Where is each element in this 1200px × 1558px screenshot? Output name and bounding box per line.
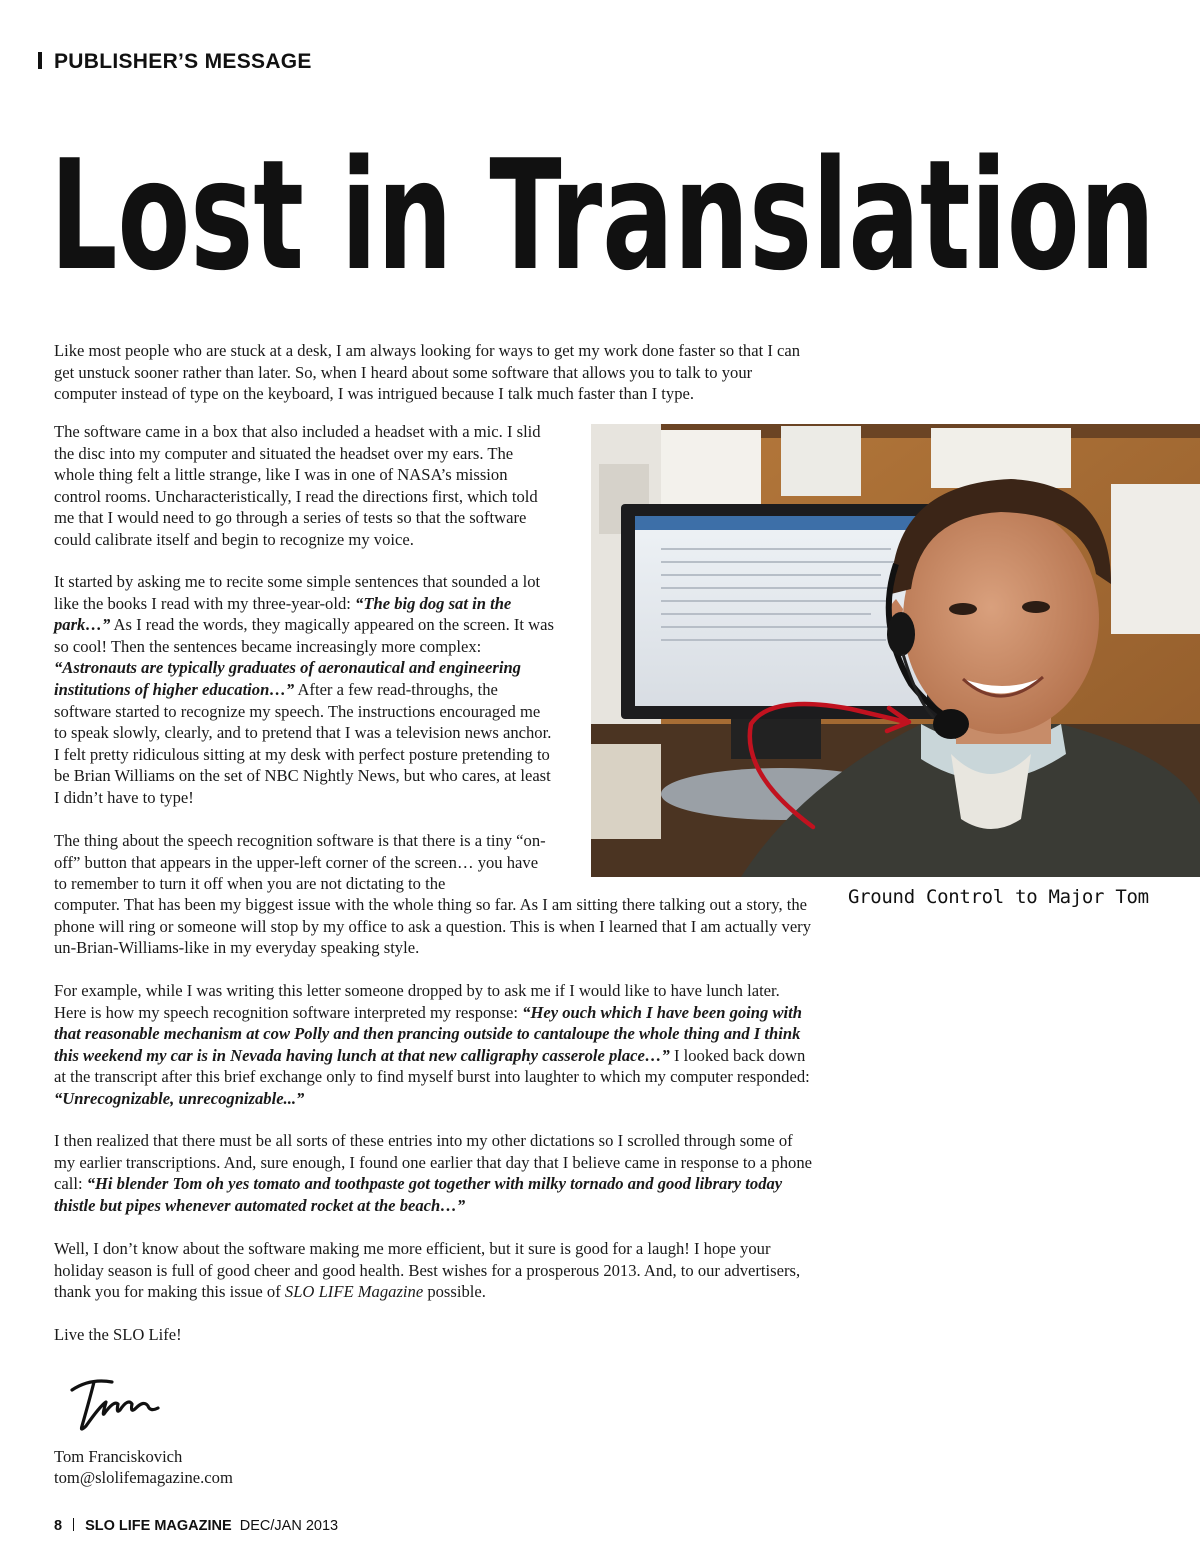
p2-text-b: As I read the words, they magically appeared on the screen. It was so cool! Then the sentences became increasingly more complex: <box>54 615 554 656</box>
paragraph-lunch-example <box>54 980 814 1110</box>
p4-text-a: For example, while I was writing this letter someone dropped by to ask me if I would like to have lunch later. Here is how my speech recognition software interpreted my response: <box>54 981 780 1022</box>
headline-text: Lost in Translation <box>50 140 1155 300</box>
page-footer <box>54 1518 338 1534</box>
quote-lunch-transcript: “Hey ouch which I have been going with that reasonable mechanism at cow Polly and then prancing outside to cantaloupe the whole thing and I think this weekend my car is in Nevada having lunch at that new calligraphy casserole place…” <box>54 1002 802 1065</box>
p4-text-b: I looked back down at the transcript after this brief exchange only to find myself burst into laughter to which my computer responded: <box>54 1045 810 1087</box>
photo-publisher-headset <box>591 424 1200 877</box>
photo-caption: Ground Control to Major Tom <box>848 886 1149 908</box>
section-label <box>38 50 312 74</box>
headline <box>50 140 1160 300</box>
p6-text-b: possible. <box>423 1282 486 1302</box>
author-name: Tom Franciskovich <box>54 1447 183 1466</box>
paragraph-on-off-button: The thing about the speech recognition software is that there is a tiny “on-off” button that appears in the upper-left corner of the screen… you have to remember to turn it off when you are not dictating to the <box>54 831 546 894</box>
footer-separator <box>73 1518 74 1531</box>
author-email[interactable]: tom@slolifemagazine.com <box>54 1468 233 1487</box>
quote-astronauts: “Astronauts are typically graduates of aeronautical and engineering institutions of higher education…” <box>54 658 521 699</box>
p6-text-a: Well, I don’t know about the software making me more efficient, but it sure is good for a laugh! I hope your holiday season is full of good cheer and good health. Best wishes for a prosperous 2013. And, to our advertisers, thank you for making this issue of <box>54 1239 801 1302</box>
magazine-name-italic: SLO LIFE Magazine <box>284 1282 424 1302</box>
paragraph-biggest-issue: computer. That has been my biggest issue with the whole thing so far. As I am sitting there talking out a story, the phone will ring or someone will stop by my office to ask a question. This is when I learned that I am actually very un-Brian-Williams-like in my everyday speaking style. <box>54 895 812 958</box>
photo-illustration <box>591 424 1200 877</box>
footer-issue: DEC/JAN 2013 <box>239 1518 339 1534</box>
headline-svg <box>50 140 1160 300</box>
paragraph-closing-wishes <box>54 1238 814 1303</box>
signature-graphic <box>60 1368 180 1438</box>
page-number: 8 <box>54 1518 63 1534</box>
quote-big-dog: “The big dog sat in the park…” <box>54 593 512 635</box>
paragraph-calibration <box>54 571 554 809</box>
paragraph-software-box: The software came in a box that also included a headset with a mic. I slid the disc into my computer and situated the headset over my ears. The whole thing felt a little strange, like I was in one of NASA’s mission control rooms. Uncharacteristically, I read the directions first, which told me that I would need to go through a series of tests so that the software could calibrate itself and begin to recognize my voice. <box>54 422 541 549</box>
section-bar <box>38 52 42 69</box>
intro-paragraph: Like most people who are stuck at a desk, I am always looking for ways to get my work done faster so that I can get unstuck sooner rather than later. So, when I heard about some software that allows you to talk to your computer instead of type on the keyboard, I was intrigued because I talk much faster than I type. <box>54 341 801 404</box>
quote-phone-call: “Hi blender Tom oh yes tomato and toothpaste got together with milky tornado and good library today thistle but pipes whenever automated rocket at the beach…” <box>54 1174 783 1215</box>
signature <box>60 1368 180 1438</box>
p2-text-a: It started by asking me to recite some simple sentences that sounded a lot like the books I read with my three-year-old: <box>54 572 541 613</box>
closing-line: Live the SLO Life! <box>54 1325 182 1344</box>
footer-magazine: SLO LIFE MAGAZINE <box>85 1518 232 1534</box>
quote-unrecognizable: “Unrecognizable, unrecognizable...” <box>54 1088 305 1108</box>
p2-text-c: After a few read-throughs, the software started to recognize my speech. The instructions encouraged me to speak slowly, clearly, and to pretend that I was a television news anchor. I felt pretty ridiculous sitting at my desk with perfect posture pretending to be Brian Williams on the set of NBC Nightly News, but who cares, at least I didn’t have to type! <box>54 679 552 807</box>
p5-text-a: I then realized that there must be all sorts of these entries into my other dictations so I scrolled through some of my earlier transcriptions. And, sure enough, I found one earlier that day that I believe came in response to a phone call: <box>54 1131 812 1194</box>
paragraph-earlier-transcriptions <box>54 1130 814 1216</box>
section-label-text: PUBLISHER’S MESSAGE <box>54 50 312 73</box>
